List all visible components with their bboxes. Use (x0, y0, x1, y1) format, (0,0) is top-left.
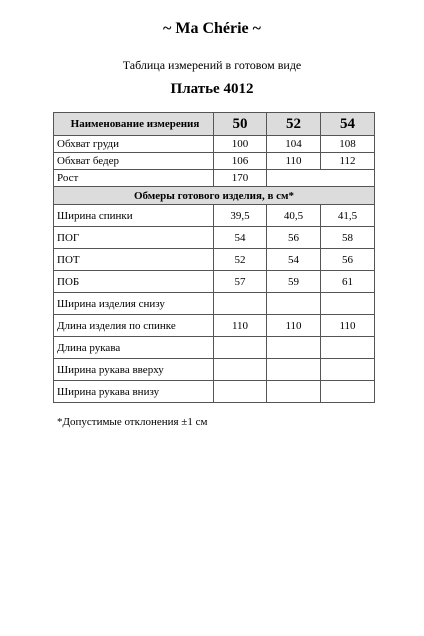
row-label: Обхват груди (54, 136, 214, 153)
table-row (54, 136, 375, 153)
row-label: ПОБ (54, 271, 214, 293)
size-header-54: 54 (321, 113, 375, 136)
brand-title: ~ Ma Chérie ~ (163, 20, 261, 37)
cell-value: 112 (321, 153, 375, 170)
cell-value (321, 381, 375, 403)
cell-value: 54 (267, 249, 321, 271)
cell-value (214, 359, 267, 381)
row-label: ПОТ (54, 249, 214, 271)
row-label: Обхват бедер (54, 153, 214, 170)
cell-value: 104 (267, 136, 321, 153)
cell-value: 56 (321, 249, 375, 271)
cell-value (321, 337, 375, 359)
cell-value: 57 (214, 271, 267, 293)
row-label: Длина изделия по спинке (54, 315, 214, 337)
cell-value (214, 381, 267, 403)
table-row (54, 153, 375, 170)
section-row (54, 187, 375, 205)
cell-value (214, 293, 267, 315)
cell-value (321, 293, 375, 315)
cell-value (214, 337, 267, 359)
row-label: Длина рукава (54, 337, 214, 359)
cell-value: 110 (267, 153, 321, 170)
table-row (54, 381, 375, 403)
cell-value: 170 (214, 170, 267, 187)
header-label: Наименование измерения (54, 113, 214, 136)
table-row (54, 170, 375, 187)
cell-value: 110 (214, 315, 267, 337)
cell-value (267, 359, 321, 381)
table-row (54, 249, 375, 271)
cell-empty (321, 170, 375, 187)
row-label: Ширина спинки (54, 205, 214, 227)
cell-value: 41,5 (321, 205, 375, 227)
cell-value: 56 (267, 227, 321, 249)
table-row (54, 227, 375, 249)
cell-value: 106 (214, 153, 267, 170)
table-row (54, 315, 375, 337)
cell-value (267, 293, 321, 315)
table-subtitle: Таблица измерений в готовом виде (122, 58, 302, 72)
table-header-row (54, 113, 375, 136)
cell-value: 52 (214, 249, 267, 271)
product-title: Платье 4012 (170, 81, 254, 97)
cell-value: 39,5 (214, 205, 267, 227)
cell-value: 40,5 (267, 205, 321, 227)
row-label: ПОГ (54, 227, 214, 249)
cell-empty (267, 170, 321, 187)
cell-value: 61 (321, 271, 375, 293)
cell-value (321, 359, 375, 381)
cell-value (267, 337, 321, 359)
row-label: Ширина изделия снизу (54, 293, 214, 315)
cell-value: 59 (267, 271, 321, 293)
table-row (54, 337, 375, 359)
table-row (54, 293, 375, 315)
size-header-52: 52 (267, 113, 321, 136)
cell-value: 110 (267, 315, 321, 337)
table-row (54, 359, 375, 381)
table-row (54, 271, 375, 293)
cell-value: 110 (321, 315, 375, 337)
cell-value (267, 381, 321, 403)
cell-value: 58 (321, 227, 375, 249)
size-table (53, 112, 375, 403)
cell-value: 54 (214, 227, 267, 249)
table-row (54, 205, 375, 227)
cell-value: 100 (214, 136, 267, 153)
size-header-50: 50 (214, 113, 267, 136)
cell-value: 108 (321, 136, 375, 153)
row-label: Рост (54, 170, 214, 187)
row-label: Ширина рукава внизу (54, 381, 214, 403)
tolerance-footnote: *Допустимые отклонения ±1 см (57, 416, 208, 428)
row-label: Ширина рукава вверху (54, 359, 214, 381)
section-title: Обмеры готового изделия, в см* (54, 187, 375, 205)
